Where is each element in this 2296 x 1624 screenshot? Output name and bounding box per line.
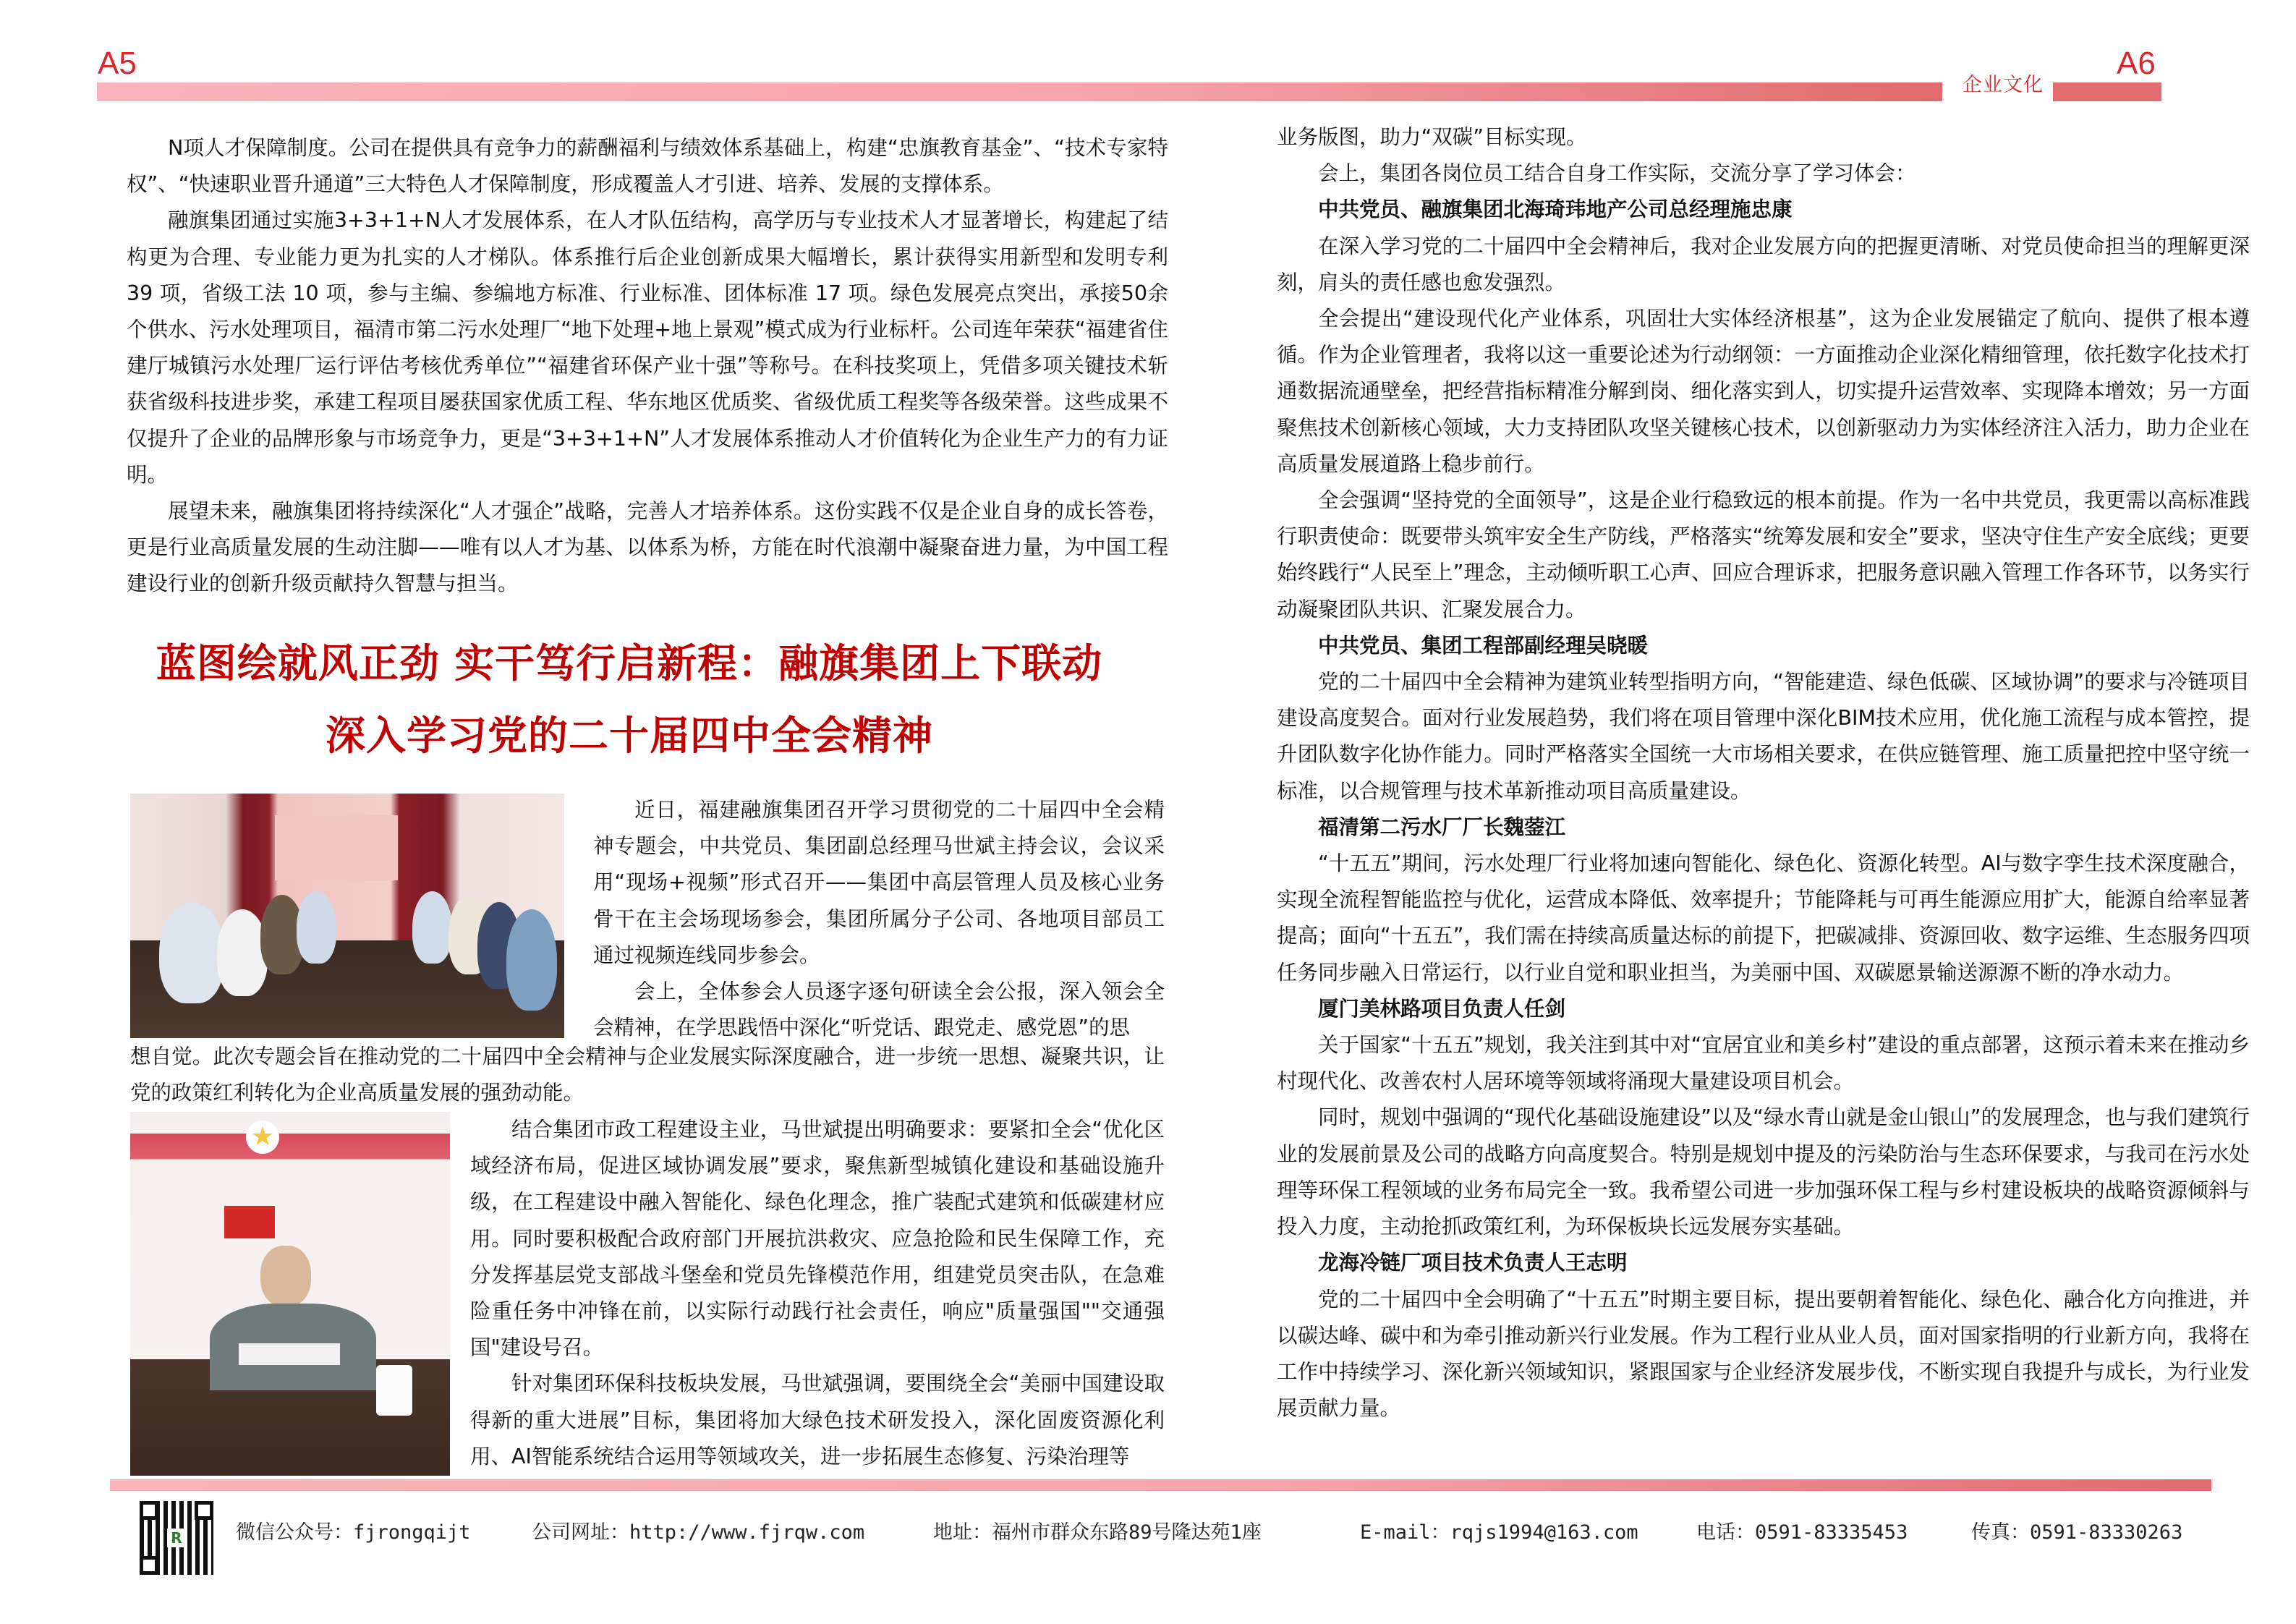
paragraph: 针对集团环保科技板块发展，马世斌强调，要围绕全会“美丽中国建设取得新的重大进展”目标，集团将加大绿色技术研发投入，深化固废资源化利用、AI智能系统结合运用等领域攻关，进一步拓展生态修复、污染治理等	[470, 1372, 1165, 1468]
paragraph: 全会提出“建设现代化产业体系，巩固壮大实体经济根基”，这为企业发展锚定了航向、提供了根本遵循。作为企业管理者，我将以这一重要论述为行动纲领：一方面推动企业深化精细管理，依托数字化技术打通数据流通壁垒，把经营指标精准分解到岗、细化落实到人，切实提升运营效率、实现降本增效；另一方面聚焦技术创新核心领域，大力支持团队攻坚关键核心技术，以创新驱动力为实体经济注入活力，助力企业在高质量发展道路上稳步前行。	[1277, 307, 2250, 476]
footer-fax: 传真：0591-83330263	[1971, 1521, 2183, 1544]
paragraph: 近日，福建融旗集团召开学习贯彻党的二十届四中全会精神专题会，中共党员、集团副总经理马世斌主持会议，会议采用“现场+视频”形式召开——集团中高层管理人员及核心业务骨干在主会场现场参会，集团所属分子公司、各地项目部员工通过视频连线同步参会。	[593, 798, 1165, 967]
article-continued-beside-photo	[470, 1112, 1165, 1475]
paragraph: 会上，集团各岗位员工结合自身工作实际，交流分享了学习体会：	[1318, 161, 1916, 186]
speaker-photo	[130, 1112, 450, 1476]
attendee-figure	[506, 909, 557, 1011]
article-title-line2: 深入学习党的二十届四中全会精神	[325, 713, 933, 759]
speaker-heading: 中共党员、集团工程部副经理吴晓暖	[1318, 633, 1649, 658]
paragraph: 展望未来，融旗集团将持续深化“人才强企”战略，完善人才培养体系。这份实践不仅是企业自身的成长答卷，更是行业高质量发展的生动注脚——唯有以人才为基、以体系为桥，方能在时代浪潮中凝聚奋进力量，为中国工程建设行业的创新升级贡献持久智慧与担当。	[127, 499, 1168, 596]
qr-finder-icon	[195, 1501, 213, 1520]
page-number-left: A5	[98, 46, 137, 81]
article-intro-beside-photo	[593, 792, 1165, 1046]
projector-screen	[275, 815, 398, 880]
footer-wechat: 微信公众号：fjrongqijt	[236, 1521, 471, 1544]
speaker-heading: 龙海冷链厂项目技术负责人王志明	[1318, 1251, 1628, 1275]
paragraph: 想自觉。此次专题会旨在推动党的二十届四中全会精神与企业发展实际深度融合，进一步统一思想、凝聚共识，让党的政策红利转化为企业高质量发展的强劲动能。	[130, 1045, 1165, 1105]
meeting-photo	[130, 794, 564, 1038]
paragraph: 在深入学习党的二十届四中全会精神后，我对企业发展方向的把握更清晰、对党员使命担当的理解更深刻，肩头的责任感也愈发强烈。	[1277, 234, 2250, 294]
speaker-heading: 福清第二污水厂厂长魏蓥江	[1318, 815, 1566, 839]
paragraph: 党的二十届四中全会精神为建筑业转型指明方向，“智能建造、绿色低碳、区域协调”的要求与冷链项目建设高度契合。面对行业发展趋势，我们将在项目管理中深化BIM技术应用，优化施工流程与成本管控，提升团队数字化协作能力。同时严格落实全国统一大市场相关要求，在供应链管理、施工质量把控中坚守统一标准，以合规管理与技术革新推动项目高质量建设。	[1277, 670, 2250, 803]
footer-email[interactable]: E-mail：rqjs1994@163.com	[1360, 1521, 1638, 1544]
header-band-left	[97, 82, 1942, 101]
attendee-figure	[412, 891, 452, 964]
paragraph: 结合集团市政工程建设主业，马世斌提出明确要求：要紧扣全会“优化区域经济布局，促进区域协调发展”要求，聚焦新型城镇化建设和基础设施升级，在工程建设中融入智能化、绿色化理念，推广装配式建筑和低碳建材应用。同时要积极配合政府部门开展抗洪救灾、应急抢险和民生保障工作，充分发挥基层党支部战斗堡垒和党员先锋模范作用，组建党员突击队，在急难险重任务中冲锋在前，以实际行动践行社会责任，响应"质量强国""交通强国"建设号召。	[470, 1118, 1165, 1360]
paragraph: “十五五”期间，污水处理厂行业将加速向智能化、绿色化、资源化转型。AI与数字孪生技术深度融合，实现全流程智能监控与优化，运营成本降低、效率提升；节能降耗与可再生能源应用扩大，能源自给率显著提高；面向“十五五”，我们需在持续高质量达标的前提下，把碳减排、资源回收、数字运维、生态服务四项任务同步融入日常运行，以行业自觉和职业担当，为美丽中国、双碳愿景输送源源不断的净水动力。	[1277, 851, 2250, 985]
attendee-figure	[217, 909, 268, 996]
paragraph: 会上，全体参会人员逐字逐句研读全会公报，深入领会全会精神，在学思践悟中深化“听党话、跟党走、感党恩”的思	[593, 979, 1165, 1040]
qr-finder-icon	[140, 1501, 158, 1520]
star-emblem-icon: ★	[246, 1121, 279, 1154]
paper-sheet	[239, 1343, 340, 1365]
paragraph: 同时，规划中强调的“现代化基础设施建设”以及“绿水青山就是金山银山”的发展理念，也与我们建筑行业的发展前景及公司的战略方向高度契合。特别是规划中提及的污染防治与生态环保要求，与我司在污水处理等环保工程领域的业务布局完全一致。我希望公司进一步加强环保工程与乡村建设板块的战略资源倾斜与投入力度，主动抢抓政策红利，为环保板块长远发展夯实基础。	[1277, 1105, 2250, 1239]
wechat-qr-code[interactable]	[140, 1501, 213, 1575]
paragraph: 关于国家“十五五”规划，我关注到其中对“宜居宜业和美乡村”建设的重点部署，这预示着未来在推动乡村现代化、改善农村人居环境等领域将涌现大量建设项目机会。	[1277, 1033, 2250, 1094]
speaker-head	[260, 1246, 311, 1307]
page-number-right: A6	[2117, 46, 2156, 81]
attendee-figure	[159, 902, 224, 1003]
attendee-figure	[297, 891, 336, 964]
footer-address: 地址：福州市群众东路89号隆达苑1座	[933, 1521, 1262, 1544]
paragraph: 全会强调“坚持党的全面领导”，这是企业行稳致远的根本前提。作为一名中共党员，我更需以高标准践行职责使命：既要带头筑牢安全生产防线，严格落实“统筹发展和安全”要求，坚决守住生产安全底线；更要始终践行“人民至上”理念，主动倾听职工心声、回应合理诉求，把服务意识融入管理工作各环节，以务实行动凝聚团队共识、汇聚发展合力。	[1277, 488, 2250, 621]
left-column-intro	[127, 130, 1168, 603]
paragraph: 融旗集团通过实施3+3+1+N人才发展体系，在人才队伍结构，高学历与专业技术人才显著增长，构建起了结构更为合理、专业能力更为扎实的人才梯队。体系推行后企业创新成果大幅增长，累计获得实用新型和发明专利 39 项，省级工法 10 项，参与主编、参编地方标准、行业标准、团体标准 17 项。绿色发展亮点突出，承接50余个供水、污水处理项目，福清市第二污水处理厂“地下处理+地上景观”模式成为行业标杆。公司连年荣获“福建省住建厅城镇污水处理厂运行评估考核优秀单位”“福建省环保产业十强”等称号。在科技奖项上，凭借多项关键技术斩获省级科技进步奖，承建工程项目屡获国家优质工程、华东地区优质奖、省级优质工程奖等各级荣誉。这些成果不仅提升了企业的品牌形象与市场竞争力，更是“3+3+1+N”人才发展体系推动人才价值转化为企业生产力的有力证明。	[127, 208, 1168, 487]
party-flag	[224, 1206, 275, 1238]
article-title-line1: 蓝图绘就风正劲 实干笃行启新程：融旗集团上下联动	[156, 640, 1103, 686]
teacup	[376, 1365, 412, 1416]
footer-band	[110, 1479, 2211, 1491]
qr-finder-icon	[140, 1556, 158, 1575]
right-column	[1277, 119, 2250, 1427]
footer-website[interactable]: 公司网址：http://www.fjrqw.com	[532, 1521, 865, 1544]
section-tag: 企业文化	[1963, 74, 2044, 96]
paragraph: 业务版图，助力“双碳”目标实现。	[1277, 125, 1587, 149]
company-logo-icon: R	[167, 1529, 186, 1547]
paragraph: N项人才保障制度。公司在提供具有竞争力的薪酬福利与绩效体系基础上，构建“忠旗教育基金”、“技术专家特权”、“快速职业晋升通道”三大特色人才保障制度，形成覆盖人才引进、培养、发展的支撑体系。	[127, 136, 1168, 197]
speaker-heading: 中共党员、融旗集团北海琦玮地产公司总经理施忠康	[1318, 197, 1793, 222]
article-fullwidth-text	[130, 1039, 1165, 1111]
header-band-right	[2053, 82, 2161, 101]
speaker-heading: 厦门美林路项目负责人任剑	[1318, 996, 1566, 1021]
footer-phone: 电话：0591-83335453	[1696, 1521, 1908, 1544]
paragraph: 党的二十届四中全会明确了“十五五”时期主要目标，提出要朝着智能化、绿色化、融合化方向推进，并以碳达峰、碳中和为牵引推动新兴行业发展。作为工程行业从业人员，面对国家指明的行业新方向，我将在工作中持续学习、深化新兴领域知识，紧跟国家与企业经济发展步伐，不断实现自我提升与成长，为行业发展贡献力量。	[1277, 1287, 2250, 1421]
